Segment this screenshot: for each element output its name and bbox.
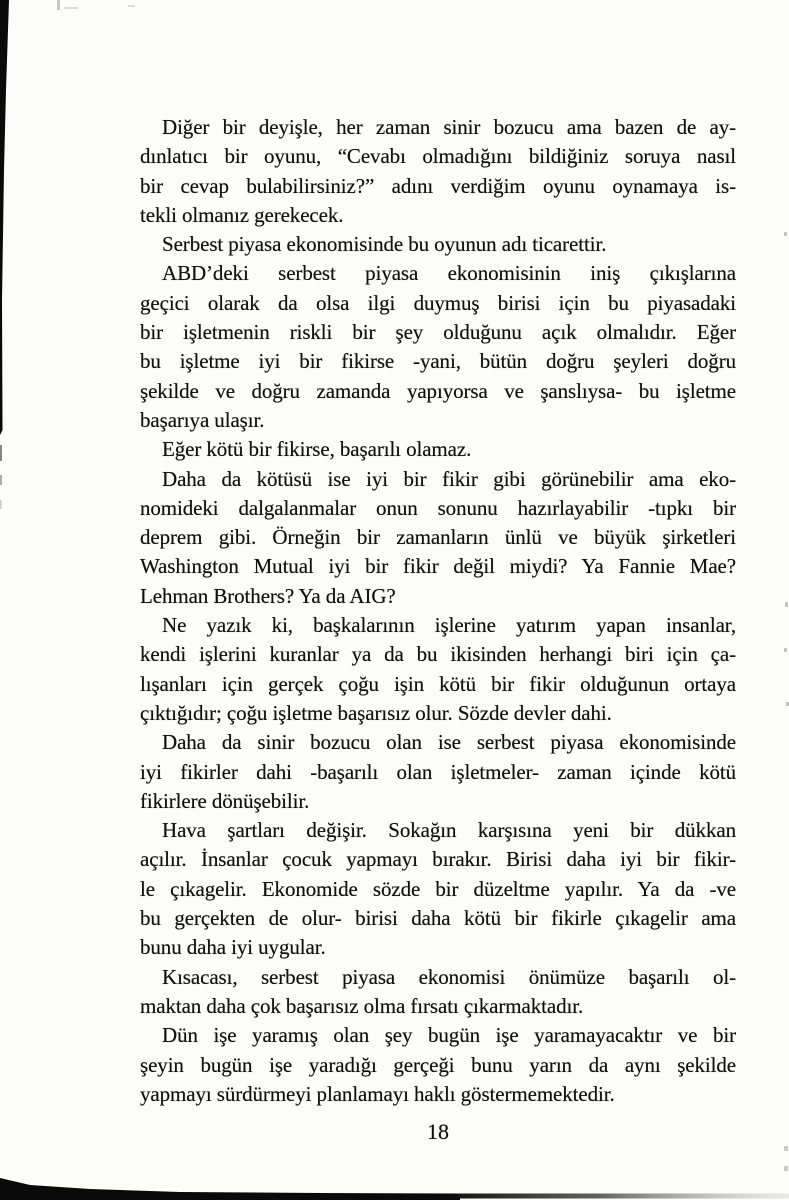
text-line: başarıya ulaşır. bbox=[140, 407, 265, 432]
text-line: lışanları için gerçek çoğu işin kötü bir fikir olduğunun ortaya bbox=[140, 671, 736, 696]
scan-speck bbox=[785, 602, 788, 607]
text-line: Daha da sinir bozucu olan ise serbest piyasa ekonomisinde bbox=[162, 730, 736, 755]
text-line: geçici olarak da olsa ilgi duymuş birisi için bu piyasadaki bbox=[140, 290, 736, 315]
text-line: Eğer kötü bir fikirse, başarılı olamaz. bbox=[162, 437, 472, 462]
scan-speck bbox=[784, 1146, 788, 1151]
text-line: ABD’deki serbest piyasa ekonomisinin iniş çıkışlarına bbox=[162, 261, 736, 286]
text-line: deprem gibi. Örneğin bir zamanların ünlü ve büyük şirketleri bbox=[140, 525, 736, 550]
scan-speck bbox=[64, 7, 78, 9]
text-line: Hava şartları değişir. Sokağın karşısına yeni bir dükkan bbox=[162, 818, 736, 843]
text-line: bir cevap bulabilirsiniz?” adını verdiğim oyunu oynamaya is- bbox=[140, 173, 736, 198]
paragraph bbox=[140, 611, 736, 728]
text-line: Diğer bir deyişle, her zaman sinir bozucu ama bazen de ay- bbox=[162, 115, 736, 139]
text-line: fikirlere dönüşebilir. bbox=[140, 788, 310, 813]
text-line: kendi işlerini kuranlar ya da bu ikisinden herhangi biri için ça- bbox=[140, 642, 736, 667]
scan-edge-bottom-artifact bbox=[0, 1172, 789, 1200]
scan-speck bbox=[784, 648, 787, 652]
text-line: Ne yazık ki, başkalarının işlerine yatırım yapan insanlar, bbox=[162, 613, 736, 638]
text-line: bunu daha iyi uygular. bbox=[140, 935, 326, 960]
scan-speck bbox=[784, 232, 787, 236]
paragraph bbox=[140, 230, 736, 259]
paragraph bbox=[140, 816, 736, 962]
paragraph bbox=[140, 1021, 736, 1109]
text-line: Daha da kötüsü ise iyi bir fikir gibi görünebilir ama eko- bbox=[162, 466, 736, 491]
scan-edge-left-artifact bbox=[0, 0, 14, 560]
text-line: iyi fikirler dahi -başarılı olan işletmeler- zaman içinde kötü bbox=[140, 759, 736, 784]
text-line: şeyin bugün işe yaradığı gerçeği bunu yarın da aynı şekilde bbox=[140, 1052, 736, 1077]
text-line: çıktığıdır; çoğu işletme başarısız olur. Sözde devler dahi. bbox=[140, 700, 612, 725]
paragraph bbox=[140, 728, 736, 816]
text-line: nomideki dalgalanmalar onun sonunu hazırlayabilir -tıpkı bir bbox=[140, 495, 736, 520]
text-line: tekli olmanız gerekecek. bbox=[140, 202, 344, 227]
text-line: bu gerçekten de olur- birisi daha kötü bir fikirle çıkagelir ama bbox=[140, 906, 736, 931]
paragraph bbox=[140, 113, 736, 230]
text-column bbox=[140, 113, 736, 1109]
paragraph bbox=[140, 435, 736, 464]
paragraph bbox=[140, 963, 736, 1022]
scan-speck bbox=[57, 0, 60, 10]
text-line: Kısacası, serbest piyasa ekonomisi önümüze başarılı ol- bbox=[162, 964, 736, 989]
text-line: açılır. İnsanlar çocuk yapmayı bırakır. Birisi daha iyi bir fikir- bbox=[140, 847, 736, 872]
text-line: le çıkagelir. Ekonomide sözde bir düzeltme yapılır. Ya da -ve bbox=[140, 876, 736, 901]
text-line: Washington Mutual iyi bir fikir değil miydi? Ya Fannie Mae? bbox=[140, 554, 736, 579]
paragraph bbox=[140, 259, 736, 435]
text-line: şekilde ve doğru zamanda yapıyorsa ve şanslıysa- bu işletme bbox=[140, 378, 736, 403]
text-line: Serbest piyasa ekonomisinde bu oyunun adı ticarettir. bbox=[162, 232, 607, 257]
scan-speck bbox=[128, 5, 135, 7]
scan-speck bbox=[784, 1166, 788, 1171]
page-number: 18 bbox=[427, 1119, 449, 1144]
text-line: bu işletme iyi bir fikirse -yani, bütün doğru şeyleri doğru bbox=[140, 349, 736, 374]
text-line: Dün işe yaramış olan şey bugün işe yaramayacaktır ve bir bbox=[162, 1023, 736, 1048]
text-line: bir işletmenin riskli bir şey olduğunu açık olmalıdır. Eğer bbox=[140, 320, 736, 345]
paragraph bbox=[140, 465, 736, 611]
text-line: Lehman Brothers? Ya da AIG? bbox=[140, 583, 396, 608]
text-line: yapmayı sürdürmeyi planlamayı haklı göstermemektedir. bbox=[140, 1081, 615, 1106]
text-line: dınlatıcı bir oyunu, “Cevabı olmadığını bildiğiniz soruya nasıl bbox=[140, 144, 736, 169]
text-line: maktan daha çok başarısız olma fırsatı çıkarmaktadır. bbox=[140, 993, 584, 1018]
